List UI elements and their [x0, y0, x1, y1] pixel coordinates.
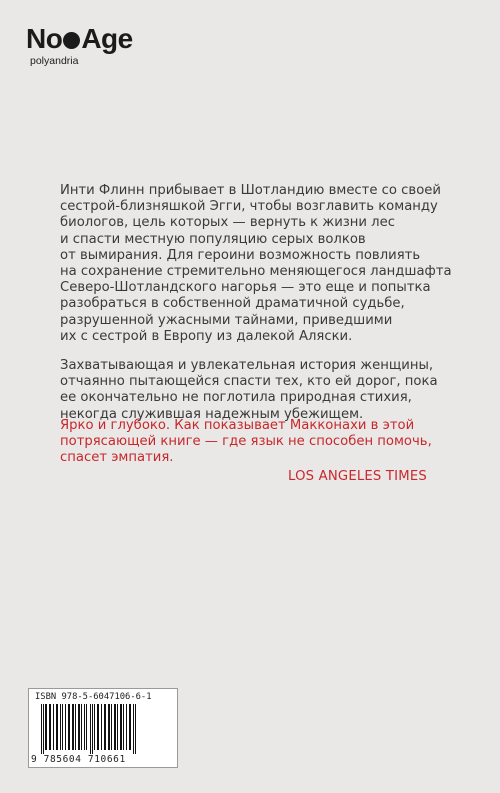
isbn-barcode-block	[28, 688, 178, 768]
review-source: LOS ANGELES TIMES	[288, 469, 427, 484]
logo-text-left: No	[26, 23, 63, 54]
barcode-digits: 9 785604 710661	[31, 754, 126, 765]
annotation-paragraph-2: Захватывающая и увлекательная история женщины, отчаянно пытающейся спасти тех, кто ей дорог, пока ее окончательно не поглотила природная стихия, некогда служившая надежным убежищем.	[60, 358, 438, 422]
annotation-paragraph-1: Инти Флинн прибывает в Шотландию вместе со своей сестрой-близняшкой Эгги, чтобы возглавить команду биологов, цель которых — вернуть к жизни лес и спасти местную популяцию серых волков от вымирания. Для героини возможность повлиять на сохранение стремительно меняющегося ландшафта Северо-Шотландского нагорья — это еще и попытка разобраться в собственной драматичной судьбе, разрушенной ужасными тайнами, приведшими их с сестрой в Европу из далекой Аляски.	[60, 183, 452, 344]
publisher-logo	[26, 24, 133, 67]
logo-dot-icon	[63, 32, 80, 49]
isbn-number: ISBN 978-5-6047106-6-1	[35, 692, 152, 702]
barcode-icon	[39, 704, 167, 754]
book-annotation	[60, 183, 472, 436]
review-quote: Ярко и глубоко. Как показывает Макконахи в этой потрясающей книге — где язык не способен помочь, спасет эмпатия.	[60, 418, 432, 466]
logo-text-right: Age	[81, 23, 133, 54]
imprint-name: polyandria	[30, 55, 79, 67]
logo-wordmark	[26, 24, 133, 54]
